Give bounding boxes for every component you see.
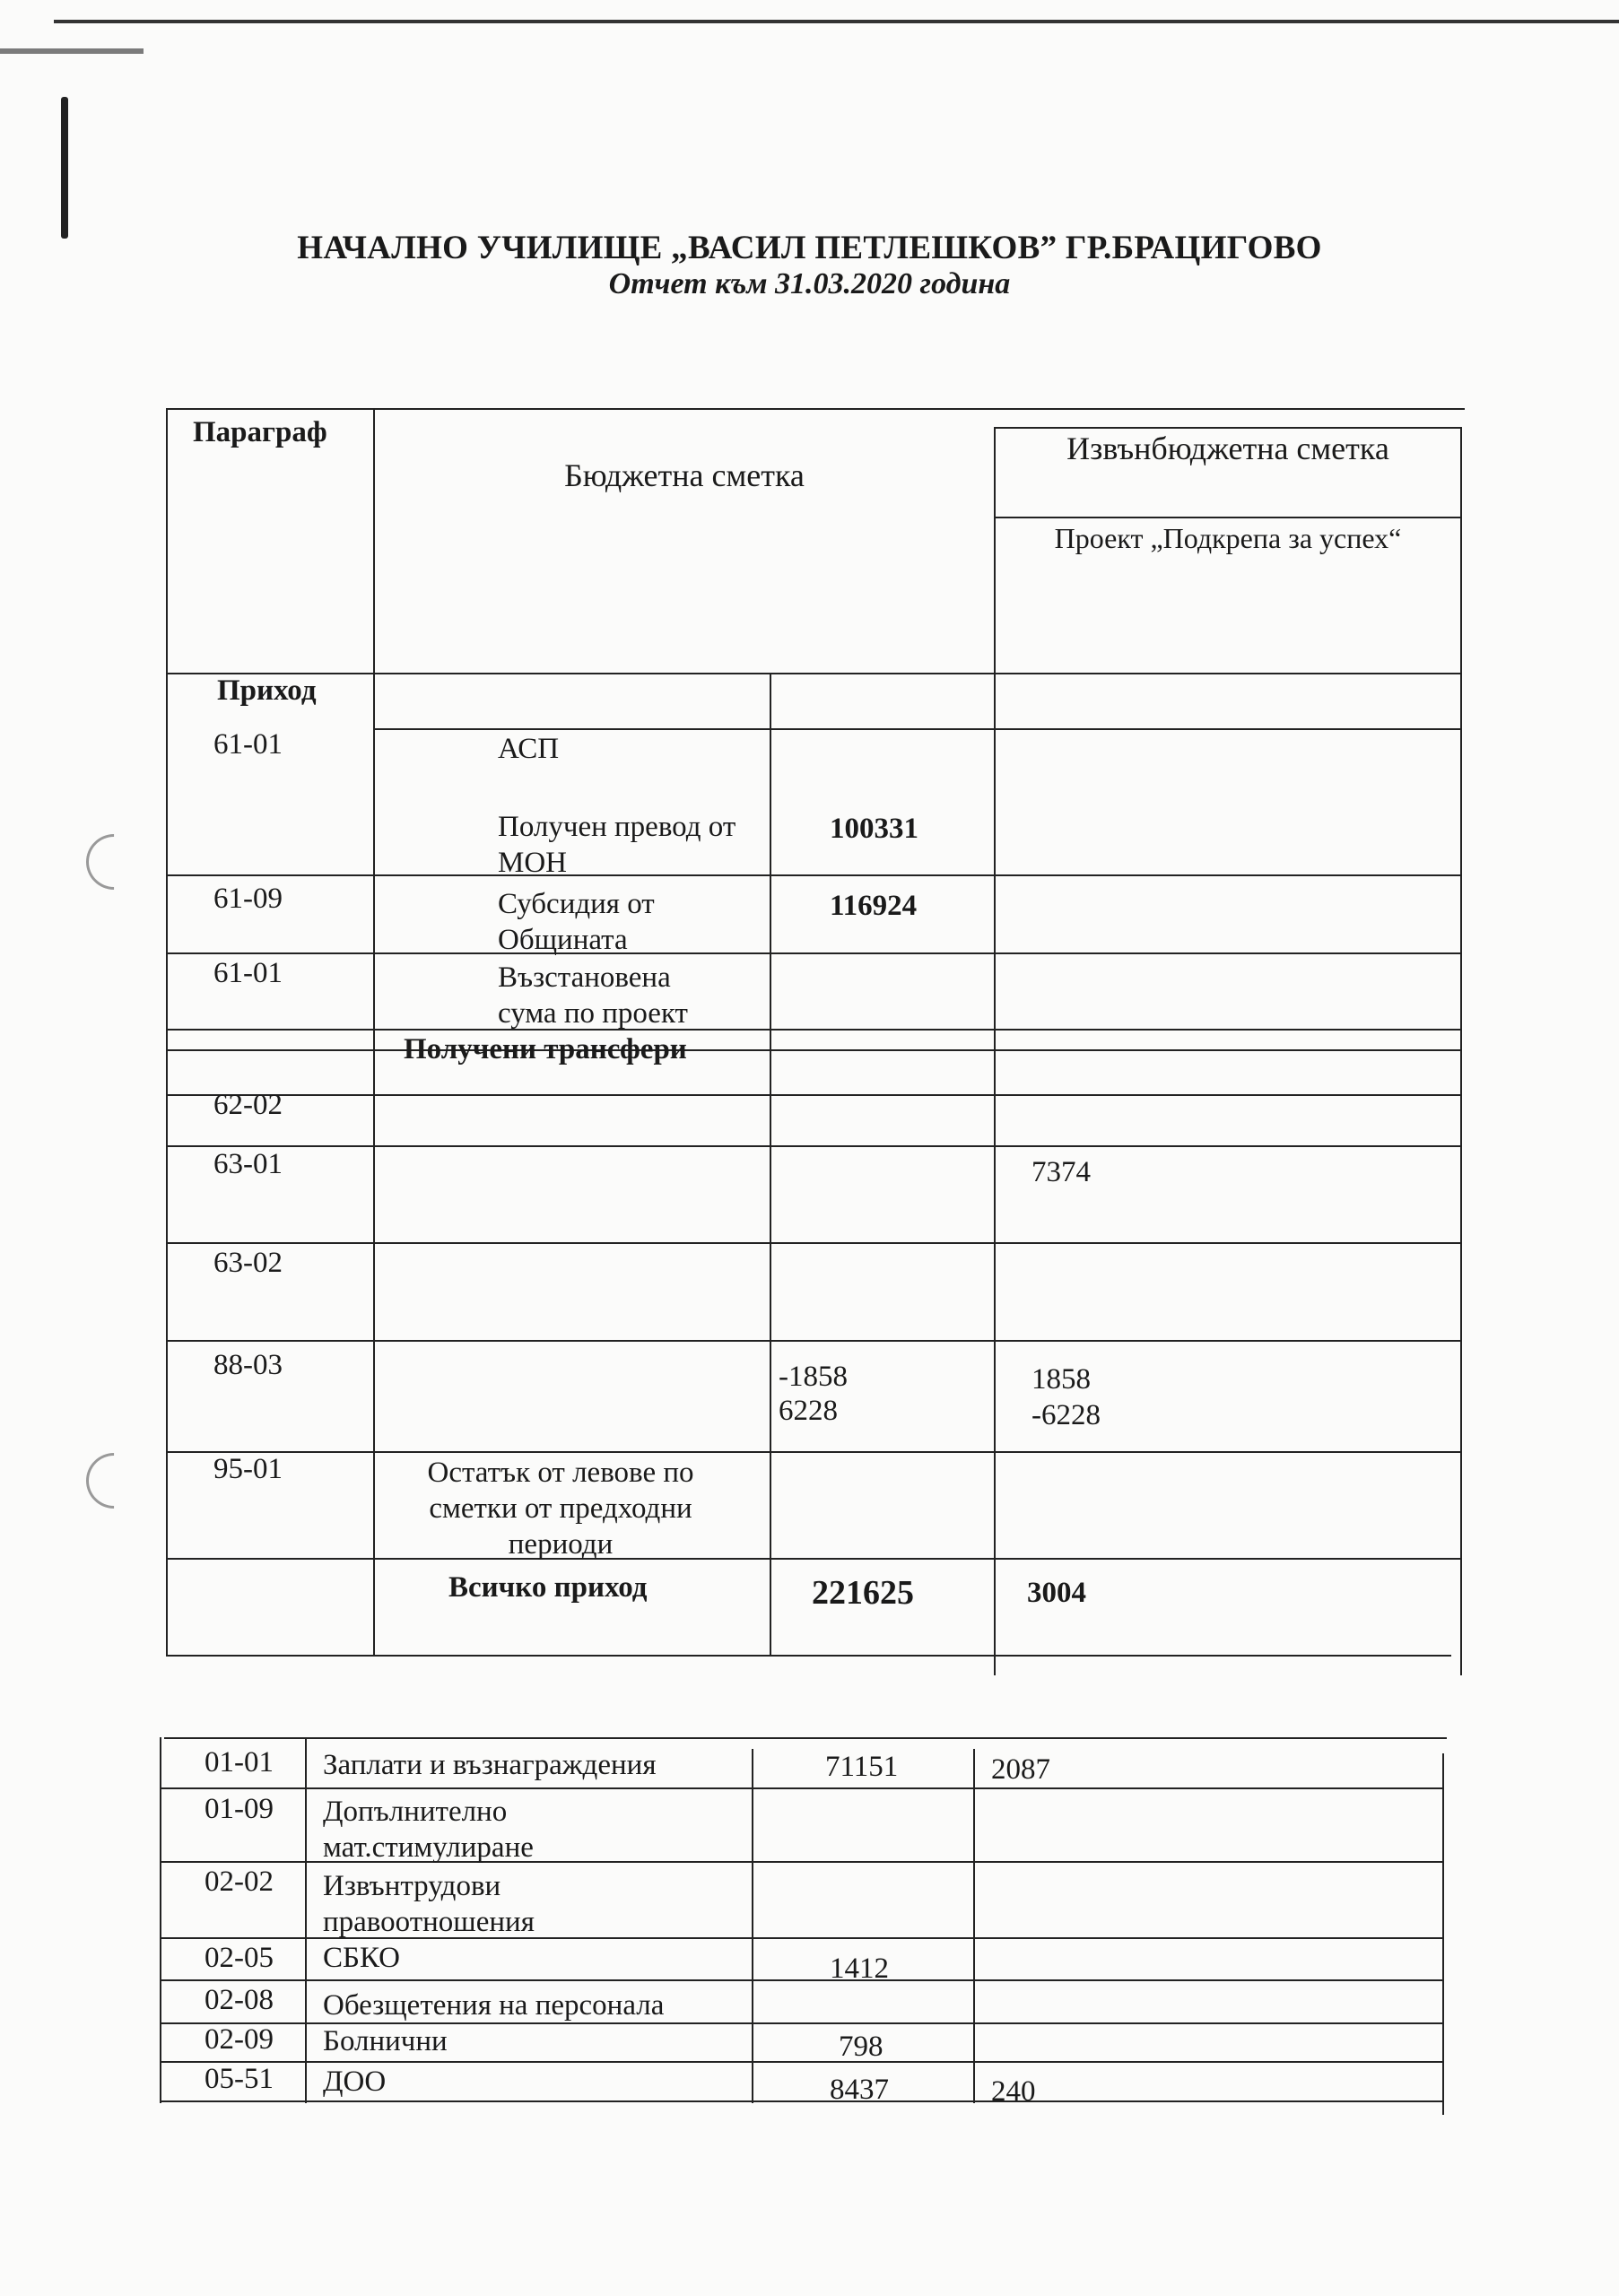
expense-code: 02-09: [205, 2023, 274, 2056]
expense-label: Заплати и възнаграждения: [323, 1749, 657, 1781]
expense-label: Извънтрудови правоотношения: [323, 1870, 535, 1938]
row-extra-value: 7374: [1031, 1156, 1091, 1188]
row-budget-value: 100331: [830, 813, 918, 845]
expense-code: 02-08: [205, 1984, 274, 2016]
row-code: 62-02: [213, 1089, 283, 1121]
expense-label: ДОО: [323, 2066, 387, 2098]
row-label: АСП: [498, 733, 560, 765]
expense-extra: 2087: [991, 1753, 1050, 1786]
row-code: 61-01: [213, 728, 283, 761]
total-income-budget: 221625: [812, 1574, 914, 1612]
section-income: Приход: [217, 674, 317, 707]
header-project: Проект „Подкрепа за успех“: [1054, 522, 1402, 554]
row-budget-value-1: -1858: [779, 1361, 848, 1393]
row-code: 63-02: [213, 1247, 283, 1279]
expense-label: Обезщетения на персонала: [323, 1989, 665, 2022]
punch-hole: [74, 822, 153, 901]
row-label-transfers: Получени трансфери: [404, 1033, 687, 1065]
document-title: НАЧАЛНО УЧИЛИЩЕ „ВАСИЛ ПЕТЛЕШКОВ” ГР.БРАЦИГОВО: [297, 230, 1322, 266]
expense-budget: 1412: [830, 1952, 889, 1985]
row-label: Възстановена сума по проект: [498, 961, 688, 1030]
row-extra-value-2: -6228: [1031, 1399, 1101, 1431]
row-code: 88-03: [213, 1349, 283, 1381]
expense-budget: 8437: [830, 2074, 889, 2106]
expense-extra: 240: [991, 2075, 1036, 2108]
row-label: Субсидия от Общината: [498, 888, 655, 956]
document-subtitle: Отчет към 31.03.2020 година: [608, 267, 1011, 300]
header-budget: Бюджетна сметка: [564, 457, 805, 493]
row-budget-value: 116924: [830, 890, 918, 922]
header-paragraph: Параграф: [193, 416, 327, 448]
total-income-label: Всичко приход: [448, 1571, 648, 1604]
expense-code: 05-51: [205, 2063, 274, 2095]
row-code: 63-01: [213, 1148, 283, 1180]
expense-label: Допълнително мат.стимулиране: [323, 1796, 534, 1864]
scan-edge-line: [54, 20, 1619, 23]
punch-hole: [74, 1441, 153, 1520]
expense-code: 01-09: [205, 1793, 274, 1825]
expense-budget: 71151: [825, 1751, 899, 1783]
row-budget-value-2: 6228: [779, 1395, 838, 1427]
header-extra-budget: Извънбюджетна сметка: [1066, 430, 1389, 466]
row-code: 95-01: [213, 1453, 283, 1485]
margin-pen-mark: [61, 97, 68, 239]
row-code: 61-09: [213, 883, 283, 915]
expense-budget: 798: [839, 2031, 883, 2063]
total-income-extra: 3004: [1027, 1577, 1086, 1609]
row-code: 61-01: [213, 957, 283, 989]
row-label: Остатък от левове по сметки от предходни периоди: [427, 1457, 694, 1561]
scan-edge-mark: [0, 48, 144, 54]
expense-code: 02-02: [205, 1866, 274, 1898]
expense-label: Болнични: [323, 2025, 448, 2057]
expense-code: 02-05: [205, 1942, 274, 1974]
expense-code: 01-01: [205, 1746, 274, 1779]
row-label: Получен превод от МОН: [498, 811, 736, 879]
expense-label: СБКО: [323, 1942, 400, 1974]
row-extra-value-1: 1858: [1031, 1363, 1091, 1396]
